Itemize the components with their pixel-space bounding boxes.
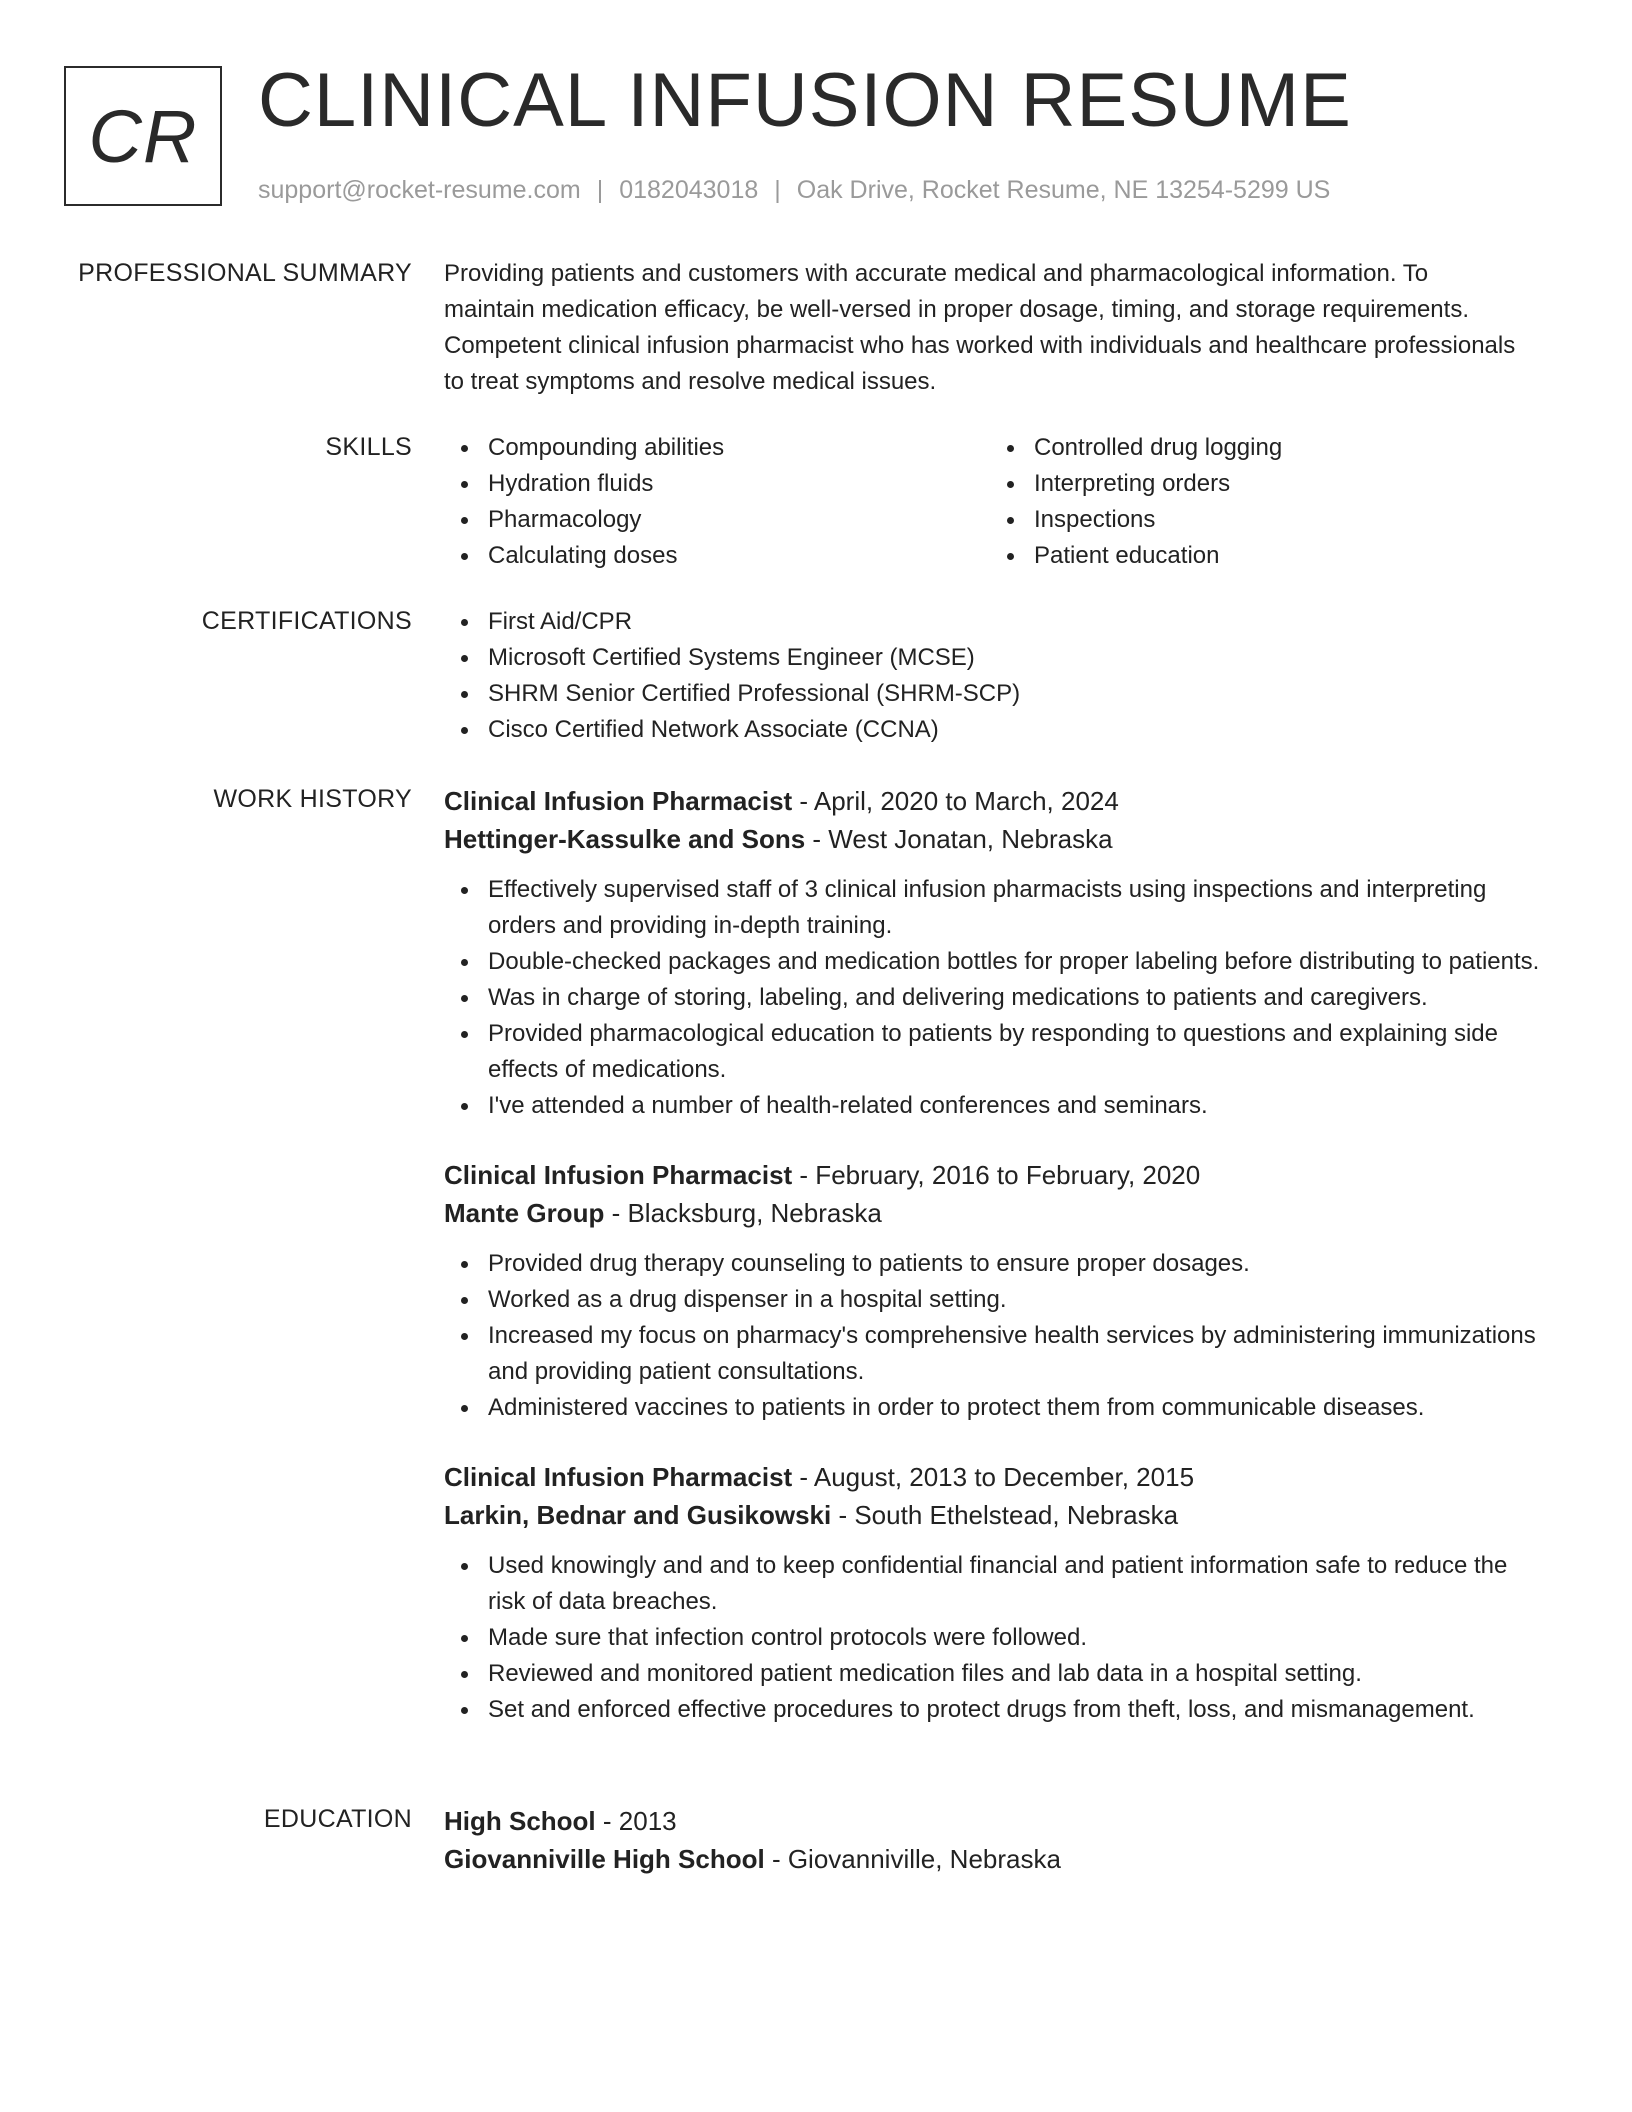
skill-item: Calculating doses bbox=[444, 538, 990, 574]
certification-item: SHRM Senior Certified Professional (SHRM-SCP) bbox=[444, 676, 1544, 712]
work-history-heading: WORK HISTORY bbox=[213, 785, 412, 813]
skill-item: Patient education bbox=[990, 538, 1536, 574]
education-school: Giovanniville High School bbox=[444, 1844, 765, 1874]
job-entry bbox=[444, 1156, 1544, 1426]
job-company: Larkin, Bednar and Gusikowski bbox=[444, 1500, 832, 1530]
job-title: Clinical Infusion Pharmacist bbox=[444, 786, 793, 816]
job-bullet: Made sure that infection control protocols were followed. bbox=[444, 1620, 1544, 1656]
skill-item: Compounding abilities bbox=[444, 430, 990, 466]
job-bullet: Set and enforced effective procedures to protect drugs from theft, loss, and mismanagement. bbox=[444, 1692, 1544, 1728]
education-location: - Giovanniville, Nebraska bbox=[764, 1844, 1061, 1874]
skill-item: Interpreting orders bbox=[990, 466, 1536, 502]
contact-separator: | bbox=[774, 176, 781, 204]
skills-list-right bbox=[990, 430, 1536, 574]
job-bullet: Was in charge of storing, labeling, and delivering medications to patients and caregivers. bbox=[444, 980, 1544, 1016]
job-title-line bbox=[444, 1156, 1544, 1194]
job-bullet-list bbox=[444, 1246, 1544, 1426]
job-location: - West Jonatan, Nebraska bbox=[805, 824, 1113, 854]
job-bullet-list bbox=[444, 1548, 1544, 1728]
job-company: Hettinger-Kassulke and Sons bbox=[444, 824, 806, 854]
job-title-line bbox=[444, 782, 1544, 820]
certification-item: Cisco Certified Network Associate (CCNA) bbox=[444, 712, 1544, 748]
skill-item: Pharmacology bbox=[444, 502, 990, 538]
job-company-line bbox=[444, 1496, 1544, 1534]
resume-title: CLINICAL INFUSION RESUME bbox=[258, 58, 1352, 143]
job-bullet: Provided drug therapy counseling to patients to ensure proper dosages. bbox=[444, 1246, 1544, 1282]
job-bullet: Worked as a drug dispenser in a hospital setting. bbox=[444, 1282, 1544, 1318]
job-bullet: Reviewed and monitored patient medication files and lab data in a hospital setting. bbox=[444, 1656, 1544, 1692]
job-company: Mante Group bbox=[444, 1198, 605, 1228]
education-degree-line bbox=[444, 1802, 1544, 1840]
job-bullet: I've attended a number of health-related conferences and seminars. bbox=[444, 1088, 1544, 1124]
job-bullet: Double-checked packages and medication bottles for proper labeling before distributing to patients. bbox=[444, 944, 1544, 980]
job-company-line bbox=[444, 820, 1544, 858]
job-bullet: Increased my focus on pharmacy's comprehensive health services by administering immunizations and providing patient consultations. bbox=[444, 1318, 1544, 1390]
contact-email: support@rocket-resume.com bbox=[258, 176, 581, 204]
monogram-logo: CR bbox=[64, 66, 222, 206]
job-bullet: Used knowingly and and to keep confidential financial and patient information safe to reduce the risk of data breaches. bbox=[444, 1548, 1544, 1620]
job-location: - South Ethelstead, Nebraska bbox=[831, 1500, 1179, 1530]
job-dates: - April, 2020 to March, 2024 bbox=[792, 786, 1119, 816]
job-title: Clinical Infusion Pharmacist bbox=[444, 1160, 793, 1190]
job-title-line bbox=[444, 1458, 1544, 1496]
education-year: - 2013 bbox=[595, 1806, 677, 1836]
job-title: Clinical Infusion Pharmacist bbox=[444, 1462, 793, 1492]
contact-phone: 0182043018 bbox=[619, 176, 759, 204]
skills-list-left bbox=[444, 430, 990, 574]
summary-text: Providing patients and customers with accurate medical and pharmacological information. To maintain medication efficacy, be well-versed in proper dosage, timing, and storage requirements. Competent clinical infusion pharmacist who has worked with individuals and healthcare professionals to treat symptoms and resolve medical issues. bbox=[444, 260, 1516, 395]
job-bullet: Provided pharmacological education to patients by responding to questions and explaining side effects of medications. bbox=[444, 1016, 1544, 1088]
contact-separator: | bbox=[596, 176, 604, 204]
certifications-list bbox=[444, 604, 1544, 748]
education-heading: EDUCATION bbox=[263, 1805, 412, 1833]
job-dates: - August, 2013 to December, 2015 bbox=[792, 1462, 1195, 1492]
job-entry bbox=[444, 1458, 1544, 1728]
education-degree: High School bbox=[444, 1806, 596, 1836]
certifications-heading: CERTIFICATIONS bbox=[201, 607, 412, 635]
job-entry bbox=[444, 782, 1544, 1124]
job-bullet: Administered vaccines to patients in order to protect them from communicable diseases. bbox=[444, 1390, 1544, 1426]
skill-item: Controlled drug logging bbox=[990, 430, 1536, 466]
education-school-line bbox=[444, 1840, 1544, 1878]
job-dates: - February, 2016 to February, 2020 bbox=[792, 1160, 1201, 1190]
summary-heading: PROFESSIONAL SUMMARY bbox=[78, 259, 412, 287]
certification-item: First Aid/CPR bbox=[444, 604, 1544, 640]
job-bullet: Effectively supervised staff of 3 clinical infusion pharmacists using inspections and interpreting orders and providing in-depth training. bbox=[444, 872, 1544, 944]
contact-line bbox=[258, 174, 1330, 206]
skills-heading: SKILLS bbox=[325, 433, 412, 461]
skill-item: Inspections bbox=[990, 502, 1536, 538]
contact-address: Oak Drive, Rocket Resume, NE 13254-5299 US bbox=[796, 176, 1331, 204]
job-bullet-list bbox=[444, 872, 1544, 1124]
certification-item: Microsoft Certified Systems Engineer (MCSE) bbox=[444, 640, 1544, 676]
job-location: - Blacksburg, Nebraska bbox=[604, 1198, 882, 1228]
skill-item: Hydration fluids bbox=[444, 466, 990, 502]
job-company-line bbox=[444, 1194, 1544, 1232]
